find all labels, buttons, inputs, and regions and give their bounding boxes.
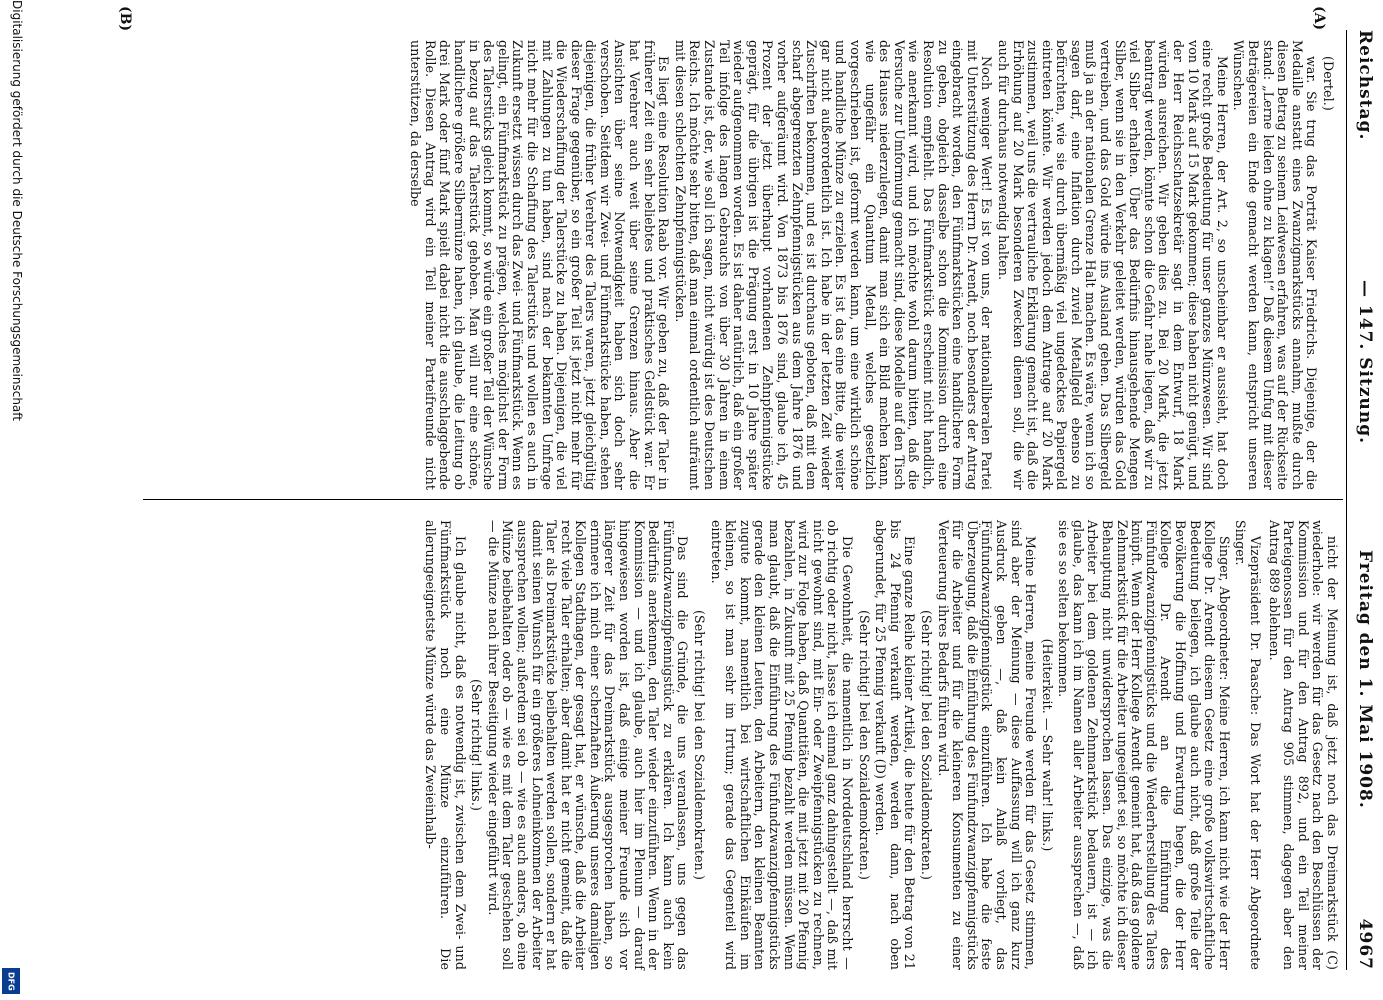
paragraph: Singer, Abgeordneter: Meine Herren, ich kann nicht wie der Herr Kollege Dr. Arendt diesem Gesetz eine große volkswirtschaftliche Bedeutung beilegen, ich glaube auch nicht, daß große Teile der Bevölkerung die Hoffnung und Erwartung hegen, die der Herr Kollege Dr. Arendt an die Einführung des Fünfundzwanzigpfennigstücks und die Wiederherstellung des Talers knüpft. Wenn der Herr Kollege Arendt gemeint hat, daß das goldene Zehnmarkstück für die Arbeiter ungeeignet sei, so möchte ich dieser Behauptung nicht unwidersprochen lassen. Das einzige, was die Arbeiter bei dem goldenen Zehnmarkstück bedauern, ist — ich glaube, das kann ich im Namen aller Arbeiter aussprechen —, daß sie es so selten bekommen. xyxy=(1056,520,1232,970)
paragraph: Meine Herren, der Art. 2, so unscheinbar er aussieht, hat doch eine recht große Bedeutung für unser ganzes Münzwesen. Wir sind von 10 Mark auf 15 Mark gekommen; diese haben nicht genügt, und der Herr Reichsschatzsekretär sagt in dem Entwurf, 18 Mark würden ausreichen. Wir geben dies zu. Bei 20 Mark, die jetzt beantragt werden, könnte schon die Gefahr nahe liegen, daß wir zu viel Silber erhalten. Über das Bedürfnis hinausgehende Mengen Silber, wenn sie in den Verkehr geleitet werden, würden das Gold vertreiben, und das Gold würde ins Ausland gehen. Das Silbergeld muß ja an der nationalen Grenze Halt machen. Es wäre, wenn ich so sagen darf, eine Inflation durch zuviel Metallgeld ebenso zu befürchten, wie sie durch übermäßig viel ungedecktes Papiergeld eintreten könnte. Wir werden jedoch dem Antrage auf 20 Mark zustimmen, weil uns die vertrauliche Erklärung gemacht ist, daß die Erhöhung auf 20 Mark besonderen Zwecken dienen soll, die wir auch für durchaus notwendig halten. xyxy=(995,40,1230,490)
interjection: (Sehr richtig! links.) xyxy=(469,679,485,811)
paragraph: Die Gewohnheit, die namentlich in Norddeutschland herrscht — ob richtig oder nicht, lasse ich einmal ganz dahingestellt —, daß mit nicht gewohnt sind, mit Ein- oder Zweipfennigstücken zu rechnen, wird zur Folge haben, daß Quantitäten, die mit jetzt mit 20 Pfennig bezahlen, in Zukunft mit 25 Pfennig bezahlt werden müssen. Wenn man glaubt, daß die Einführung des Fünfundzwanzigpfennigstücks gerade den kleinen Leuten, den Arbeitern, den kleinen Beamten zugute kommt, namentlich bei wirtschaftlichen Einkäufen im kleinen, so ist man sehr im Irrtum; gerade das Gegenteil wird eintreten. xyxy=(708,520,855,970)
digitization-note-text: Digitalisierung gefördert durch die Deutsche Forschungsgemeinschaft xyxy=(10,0,24,422)
paragraph: Das sind die Gründe, die uns veranlassen, uns gegen das Fünfundzwanzigpfennigstück zu erklären. Ich kann auch kein Bedürfnis anerkennen, den Taler wieder einzuführen. Wenn in der Kommission — und ich glaube, auch hier im Plenum — darauf hingewiesen worden ist, daß einige meiner Freunde sich vor längerer Zeit für das Dreimarkstück ausgesprochen haben, so erinnere ich mich einer scherzhaften Äußerung unseres damaligen Kollegen Stadthagen, der gesagt hat, er wünsche, daß die Arbeiter recht viele Taler erhalten; aber damit hat er nicht gemeint, daß die Taler als Dreimarkstücke beibehalten werden sollen, sondern er hat damit seinen Wunsch für ein größeres Lohneinkommen der Arbeiter aussprechen wollen; außerdem sei ob — wie es auch anders, ob eine Münze beibehalten oder ob — wie es mit dem Taler geschehen soll — die Münze nach ihrer Beseitigung wieder eingeführt wird. xyxy=(485,520,691,970)
header-session: — 147. Sitzung. xyxy=(1355,280,1375,445)
paragraph: Ich glaube nicht, daß es notwendig ist, zwischen dem Zwei- und Fünfmarkstück noch eine Münze einzuführen. Die allerungeeignetste Münze würde das Zweieinhalb- xyxy=(423,520,468,970)
left-column xyxy=(406,40,1339,490)
speaker-line: (Dertel.) xyxy=(1321,56,1336,111)
paragraph: Es liegt eine Resolution Raab vor. Wir geben zu, daß der Taler in früherer Zeit ein sehr beliebtes und praktisches Geldstück war. Er hat Verehrer auch weit über seine Grenzen hinaus. Aber die Ansichten über seine Notwendigkeit haben sich doch sehr verschoben. Seitdem wir Zwei- und Fünfmarkstücke haben, stehen diejenigen, die früher Verehrer des Talers waren, jetzt gleichgültig dieser Frage gegenüber, so ein großer Teil ist jetzt nicht mehr für die Wiederschaffung der Talerstücke zu haben. Diejenigen, die viel mit Zahlungen zu tun haben, sind nach der bekannten Umfrage nicht mehr für die Schaffung des Talerstücks und wollen es auch in Zukunft ersetzt wissen durch das Zwei- und Fünfmarkstück. Wenn es gelingt, ein Fünfmarkstück zu prägen, welches möglichst der Form des Talerstücks gleich kommt, so würde ein großer Teil der Wünsche in bezug auf das Talerstück gehoben. Man will nur eine schöne, handlichere größere Silbermünze haben, ich glaube, die Leitung ob drei Mark oder fünf Mark spielt dabei nicht die ausschlaggebende Rolle. Diesen Antrag wird ein Teil meiner Parteifreunde nicht unterstützen, da derselbe xyxy=(408,40,672,490)
interjection: (Heiterkeit. — Sehr wahr! links.) xyxy=(1039,638,1055,852)
margin-marker-b: (B) xyxy=(117,6,133,32)
paragraph: Eine ganze Reihe kleiner Artikel, die heute für den Betrag von 21 bis 24 Pfennig verkauft werden, werden dann, nach oben abgerundet, für 25 Pfennig verkauft (D) werden. xyxy=(873,520,918,970)
page-number: 4967 xyxy=(1355,918,1375,970)
digitization-note xyxy=(4,0,24,1000)
paragraph: war. Sie trug das Porträt Kaiser Friedrichs. Diejenige, der die Medaille anstatt eines Zwanzigmarkstücks annahm, mußte durch diesen Betrag zu seinem Leidwesen erfahren, was auf der Rückseite stand: „Lerne leiden ohne zu klagen!“ Daß diesem Unfug mit dieser Beträgereien ein Ende gemacht werden kann, entspricht unseren Wünschen. xyxy=(1231,40,1320,490)
speaker-line: Vizepräsident Dr. Paasche: Das Wort hat der Herr Abgeordnete Singer. xyxy=(1233,520,1264,970)
paragraph: nicht der Meinung ist, daß jetzt noch das Dreimarkstück (C) wiederhole: wir werden für das Gesetz nach den Beschlüssen der Kommission und für den Antrag 892, und ein Teil meiner Parteigenossen für den Antrag 905 stimmen, dagegen aber den Antrag 889 ablehnen. xyxy=(1266,520,1340,970)
header-date: Freitag den 1. Mai 1908. xyxy=(1355,550,1375,809)
header-title: Reichstag. xyxy=(1355,30,1375,141)
interjection: (Sehr richtig! bei den Sozialdemokraten.) xyxy=(918,610,934,880)
paragraph: Noch weniger Wert! Es ist von uns, der nationalliberalen Partei mit Unterstützung des Herrn Dr. Arendt, noch besonders der Antrag eingebracht worden, den Fünfmarkstücken eine handlichere Form zu geben, obgleich dasselbe schon die Kommission durch eine Resolution empfiehlt. Das Fünfmarkstück erscheint nicht handlich, wie anerkannt wird, und ich möchte wohl darum bitten, daß die Versuche zur Umformung gemacht sind, diese Modelle auf den Tisch des Hauses niederzulegen, damit man sich ein Bild machen kann, wie ungefähr ein Quantum Metall, welches gesetzlich vorgeschrieben ist, geformt werden kann, um eine wirklich schöne und handliche Münze zu erzielen. Es ist das eine Bitte, die weiter gar nicht außerordentlich ist. Ich habe in der letzten Zeit wieder Zuschriften bekommen, und es ist durchaus geboten, daß mit dem scharf abgegrenzten Zehnpfennigstücken aus dem Jahre 1876 und vorher aufgeräumt wird. Von 1873 bis 1876 sind, glaube ich, 45 Prozent der jetzt überhaupt vorhandenen Zehnpfennigstücke geprägt, für die übrigen ist die Prägung erst in 10 Jahre später wieder aufgenommen worden. Es ist daher natürlich, daß ein großer Teil infolge des langen Gebrauchs von über 30 Jahren in einem Zustande ist, der, wie soll ich sagen, nicht würdig ist des Deutschen Reichs. Ich möchte sehr bitten, daß man einmal ordentlich aufräumt mit diesen schlechten Zehnpfennigstücken. xyxy=(672,40,995,490)
right-column xyxy=(421,520,1339,970)
interjection: (Sehr richtig! bei den Sozialdemokraten.) xyxy=(856,610,872,880)
margin-marker-a: (A) xyxy=(1311,6,1327,31)
page-header xyxy=(1349,30,1375,970)
column-separator xyxy=(143,499,1343,500)
dfg-logo: DFG xyxy=(2,968,20,994)
interjection: (Sehr richtig! bei den Sozialdemokraten.) xyxy=(692,610,708,880)
paragraph: Meine Herren, meine Freunde werden für das Gesetz stimmen, sind aber der Meinung — diese Auffassung will ich ganz kurz Ausdruck geben —, daß kein Anlaß vorliegt, das Fünfundzwanzigpfennigstück einzuführen. Ich habe die feste Überzeugung, daß die Einführung des Fünfundzwanzigpfennigstücks für die Arbeiter und für die kleineren Konsumenten zu einer Verteuerung ihres Bedarfs führen wird. xyxy=(935,520,1039,970)
newspaper-page xyxy=(93,0,1383,1000)
header-rule xyxy=(1346,30,1347,970)
